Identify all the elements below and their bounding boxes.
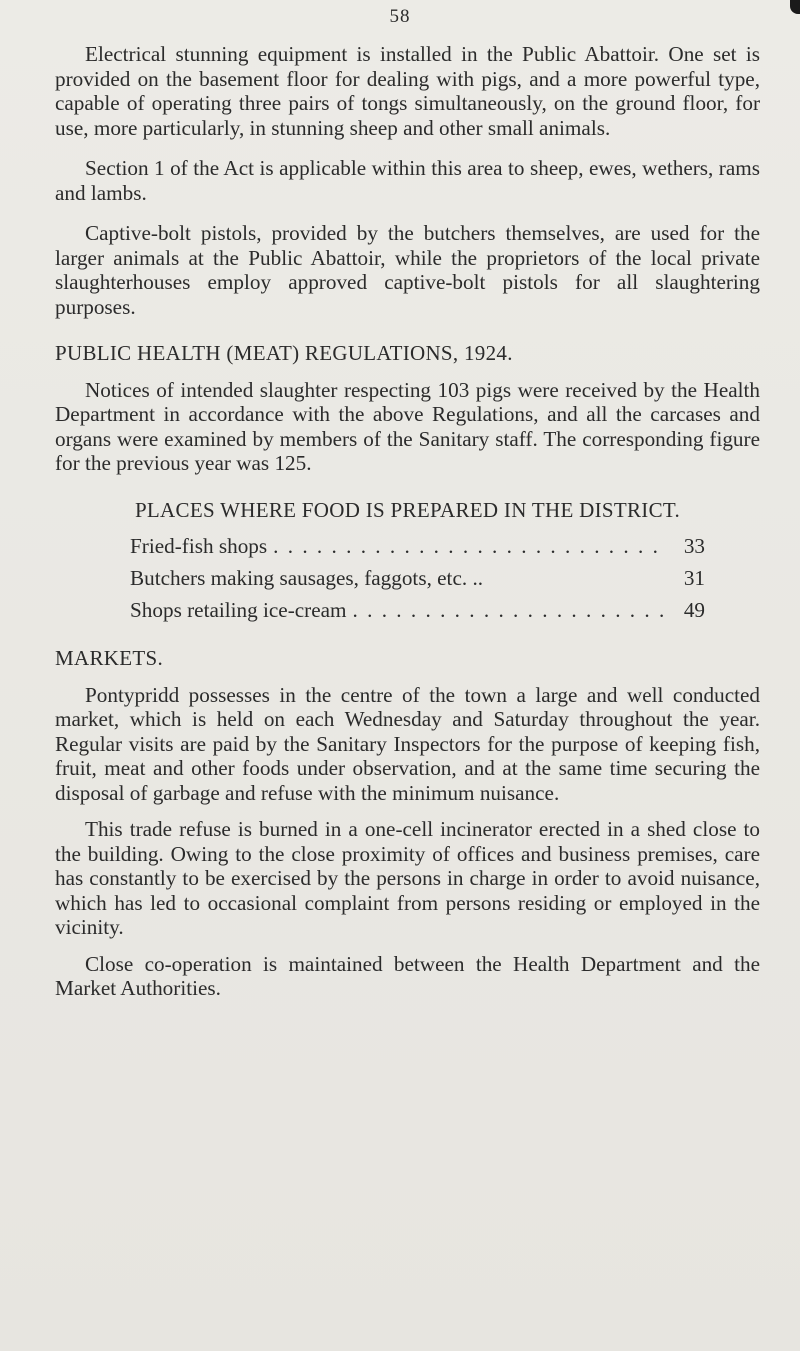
list-item-count: 31 — [683, 566, 705, 590]
list-item — [130, 534, 705, 566]
list-item-label: Fried-fish shops — [130, 534, 268, 558]
heading-meat-regulations: PUBLIC HEALTH (MEAT) REGULATIONS, 1924. — [55, 341, 513, 365]
list-item-count: 49 — [683, 598, 705, 622]
list-item-label: Butchers making sausages, faggots, etc. .. — [130, 566, 484, 590]
heading-food-places: PLACES WHERE FOOD IS PREPARED IN THE DISTRICT. — [134, 497, 681, 522]
paragraph-markets-3: Close co-operation is maintained between the Health Department and the Market Authorities. — [55, 951, 760, 1000]
paragraph-notices: Notices of intended slaughter respecting 103 pigs were received by the Health Department in accordance with the above Regulations, and all the carcases and organs were examined by members of the Sanitary staff. The corresponding figure for the previous year was 125. — [55, 377, 760, 475]
paragraph-captive-bolt: Captive-bolt pistols, provided by the butchers themselves, are used for the larger animals at the Public Abattoir, while the proprietors of the local private slaughterhouses employ approved captive-bolt pistols for all slaughtering purposes. — [55, 221, 760, 319]
dot-leader — [273, 534, 667, 559]
list-item — [130, 566, 705, 598]
paragraph-markets-1: Pontypridd possesses in the centre of the town a large and well conducted market, which is held on each Wednesday and Saturday throughout the year. Regular visits are paid by the Sanitary Inspectors for the purpose of keeping fish, fruit, meat and other foods under observation, and at the same time securing the disposal of garbage and refuse with the minimum nuisance. — [55, 682, 760, 805]
paragraph-section-1: Section 1 of the Act is applicable within this area to sheep, ewes, wethers, rams and lambs. — [55, 156, 760, 205]
paragraph-markets-2: This trade refuse is burned in a one-cell incinerator erected in a shed close to the building. Owing to the close proximity of offices and business premises, care has constantly to be exercised by the persons in charge in order to avoid nuisance, which has led to occasional complaint from persons residing or employed in the vicinity. — [55, 817, 760, 939]
list-item-count: 33 — [683, 534, 705, 558]
paragraph-electrical-stunning: Electrical stunning equipment is installed in the Public Abattoir. One set is provided on the basement floor for dealing with pigs, and a more powerful type, capable of operating three pairs of tongs simultaneously, on the ground floor, for use, more particularly, in stunning sheep and other small animals. — [55, 42, 760, 140]
page-content — [55, 42, 760, 1001]
food-places-list — [130, 534, 705, 630]
heading-markets: MARKETS. — [55, 646, 163, 670]
list-item-label: Shops retailing ice-cream — [130, 598, 347, 622]
dot-leader — [353, 598, 668, 623]
list-item — [130, 598, 705, 630]
page-number: 58 — [389, 6, 411, 27]
